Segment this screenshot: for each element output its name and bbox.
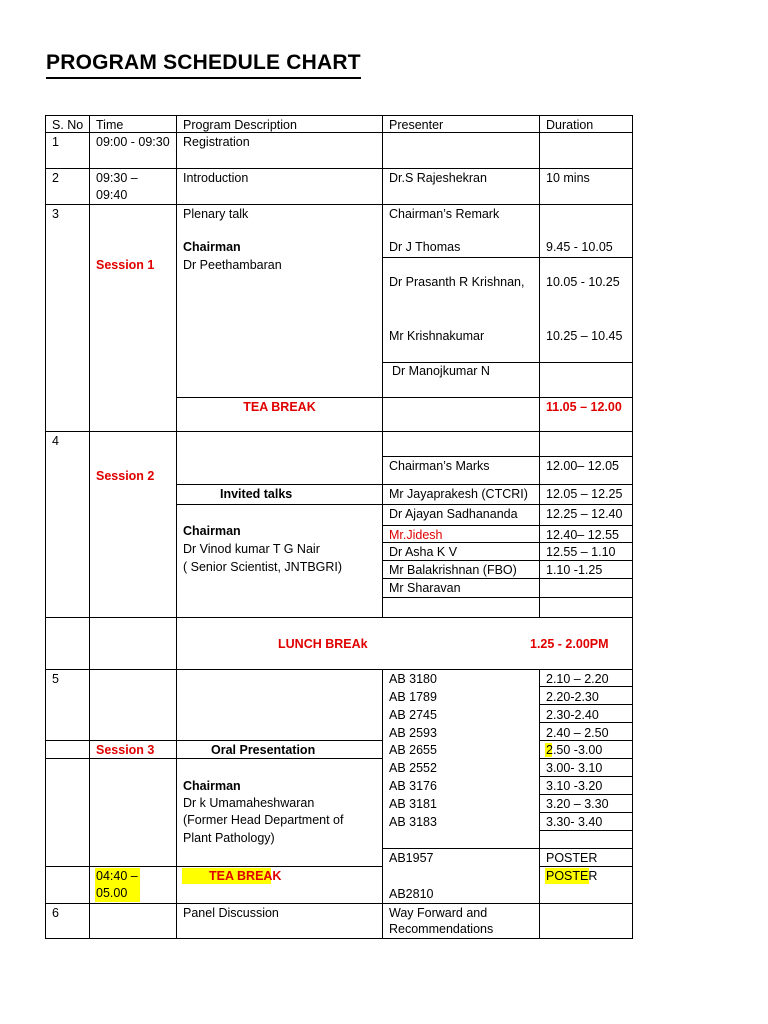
header-duration: Duration: [546, 118, 594, 132]
session2-duration-5: 12.55 – 1.10: [546, 545, 616, 559]
session3-chair-note-1: (Former Head Department of: [183, 813, 344, 827]
session1-chair-label: Chairman: [183, 240, 241, 254]
header-presenter: Presenter: [389, 118, 444, 132]
row1-sno: 1: [52, 135, 59, 149]
poster-code-1: AB1957: [389, 851, 434, 865]
invited-talks-label: Invited talks: [220, 487, 293, 501]
paper-code: AB 3181: [389, 797, 437, 811]
row1-time: 09:00 - 09:30: [96, 135, 170, 149]
session3-chair-note-2: Plant Pathology): [183, 831, 275, 845]
row3-description: Plenary talk: [183, 207, 249, 221]
session2-presenter-4: Mr.Jidesh: [389, 528, 443, 542]
oral-presentation-label: Oral Presentation: [211, 743, 316, 757]
session2-presenter-3: Dr Ajayan Sadhananda: [389, 507, 518, 521]
row5-sno: 5: [52, 672, 59, 686]
session1-presenter-3: Dr Prasanth R Krishnan,: [389, 275, 525, 289]
session1-presenter-2: Dr J Thomas: [389, 240, 461, 254]
session1-duration-4: 10.25 – 10.45: [546, 329, 623, 343]
session1-duration-3: 10.05 - 10.25: [546, 275, 620, 289]
paper-code: AB 3176: [389, 779, 437, 793]
session1-presenter-1: Chairman’s Remark: [389, 207, 500, 221]
tea-break-1-time: 11.05 – 12.00: [546, 400, 622, 414]
tea-break-2: TEA BREAK: [209, 869, 282, 883]
session2-presenter-2: Mr Jayaprakesh (CTCRI): [389, 487, 528, 501]
tea-break-1: TEA BREAK: [243, 400, 316, 414]
paper-time: 2.40 – 2.50: [546, 726, 609, 740]
paper-time: 2.10 – 2.20: [546, 672, 609, 686]
session2-duration-6: 1.10 -1.25: [546, 563, 603, 577]
paper-code: AB 1789: [389, 690, 437, 704]
row6-presenter-line-1: Way Forward and: [389, 906, 488, 920]
paper-code: AB 2745: [389, 708, 437, 722]
session2-chair-label: Chairman: [183, 524, 241, 538]
paper-code: AB 2593: [389, 726, 437, 740]
row2-time: 09:30 – 09:40: [96, 171, 138, 202]
paper-code: AB 3180: [389, 672, 437, 686]
paper-time: 3.20 – 3.30: [546, 797, 609, 811]
poster-label-2: POSTER: [546, 869, 598, 883]
session2-duration-1: 12.00– 12.05: [546, 459, 619, 473]
session1-presenter-5: Dr Manojkumar N: [392, 364, 490, 378]
session1-label: Session 1: [96, 258, 155, 272]
row6-description: Panel Discussion: [183, 906, 279, 920]
paper-code: AB 3183: [389, 815, 437, 829]
paper-time: 3.30- 3.40: [546, 815, 603, 829]
poster-label-1: POSTER: [546, 851, 598, 865]
session2-chair-name: Dr Vinod kumar T G Nair: [183, 542, 320, 556]
row2-presenter: Dr.S Rajeshekran: [389, 171, 487, 185]
row3-sno: 3: [52, 207, 59, 221]
paper-code: AB 2655: [389, 743, 437, 757]
session2-duration-4: 12.40– 12.55: [546, 528, 619, 542]
header-time: Time: [96, 118, 124, 132]
session2-presenter-7: Mr Sharavan: [389, 581, 461, 595]
paper-code: AB 2552: [389, 761, 437, 775]
session2-label: Session 2: [96, 469, 155, 483]
session2-duration-2: 12.05 – 12.25: [546, 487, 623, 501]
session2-presenter-5: Dr Asha K V: [389, 545, 458, 559]
session3-chair-name: Dr k Umamaheshwaran: [183, 796, 315, 810]
paper-time: 2.50 -3.00: [546, 743, 603, 757]
poster-code-2: AB2810: [389, 887, 434, 901]
paper-time: 2.30-2.40: [546, 708, 599, 722]
session2-presenter-6: Mr Balakrishnan (FBO): [389, 563, 517, 577]
lunch-break-time: 1.25 - 2.00PM: [530, 637, 609, 651]
row4-sno: 4: [52, 434, 59, 448]
lunch-break: LUNCH BREAk: [278, 637, 368, 651]
page-title: PROGRAM SCHEDULE CHART: [46, 50, 361, 79]
session1-duration-2: 9.45 - 10.05: [546, 240, 613, 254]
paper-time: 3.10 -3.20: [546, 779, 603, 793]
session2-chair-note: ( Senior Scientist, JNTBGRI): [183, 560, 343, 574]
tea-break-2-time: 04:40 – 05.00: [96, 869, 138, 900]
row2-description: Introduction: [183, 171, 249, 185]
row6-presenter-line-2: Recommendations: [389, 922, 494, 936]
row2-duration: 10 mins: [546, 171, 590, 185]
row6-sno: 6: [52, 906, 59, 920]
header-description: Program Description: [183, 118, 297, 132]
paper-time: 3.00- 3.10: [546, 761, 603, 775]
row2-sno: 2: [52, 171, 59, 185]
session1-chair-name: Dr Peethambaran: [183, 258, 282, 272]
session3-chair-label: Chairman: [183, 779, 241, 793]
session2-duration-3: 12.25 – 12.40: [546, 507, 623, 521]
header-sno: S. No: [52, 118, 84, 132]
row1-description: Registration: [183, 135, 250, 149]
session1-presenter-4: Mr Krishnakumar: [389, 329, 485, 343]
session3-label: Session 3: [96, 743, 155, 757]
session2-presenter-1: Chairman’s Marks: [389, 459, 490, 473]
paper-time: 2.20-2.30: [546, 690, 599, 704]
